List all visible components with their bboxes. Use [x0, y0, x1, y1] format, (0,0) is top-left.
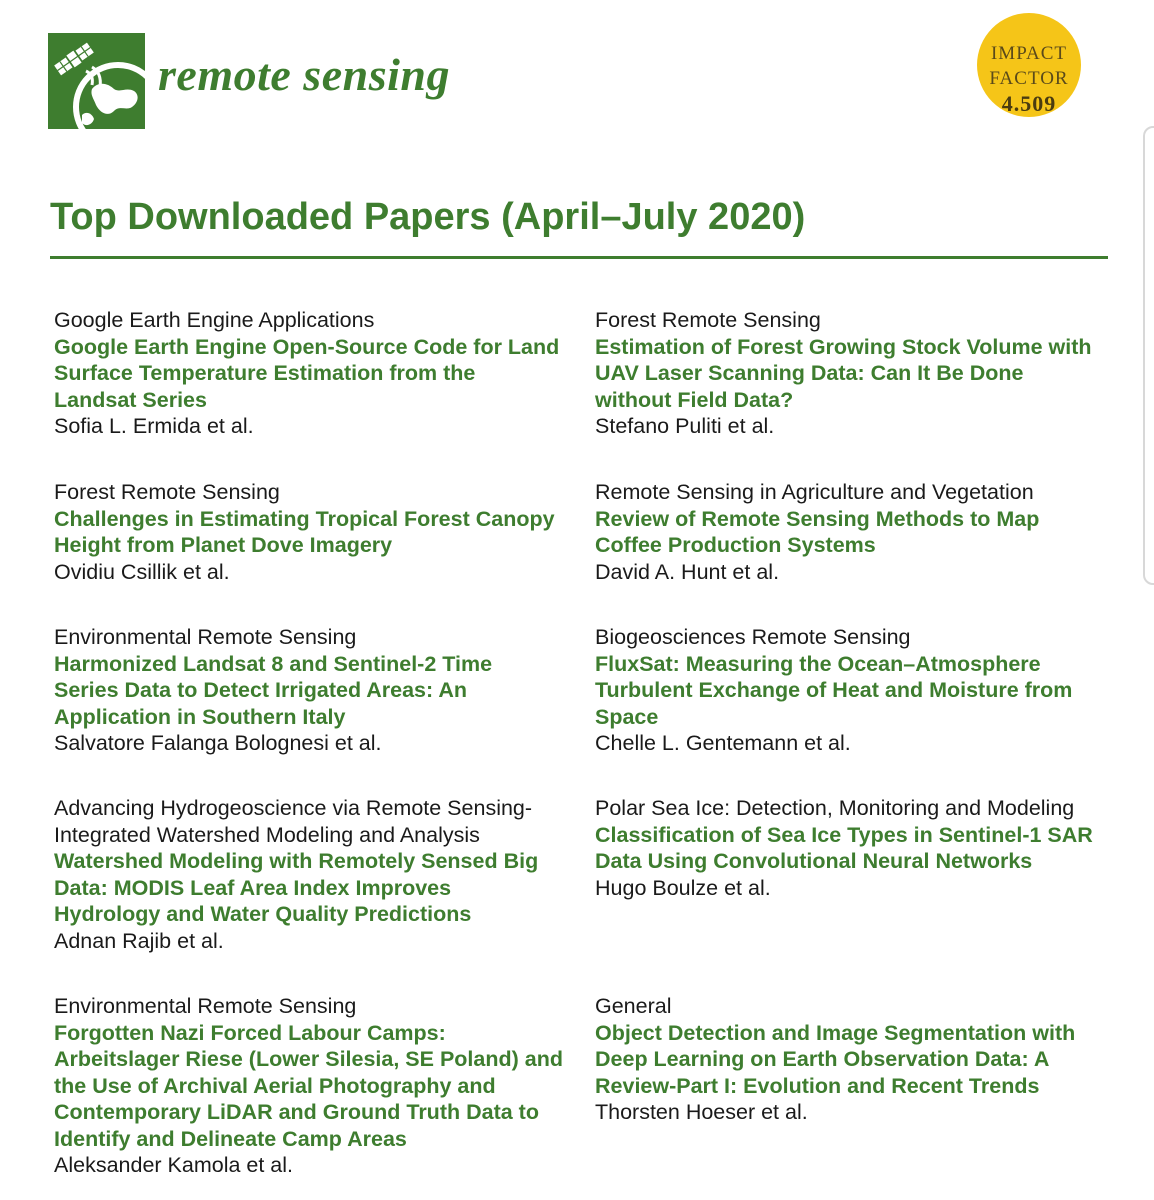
paper-title-line: the Use of Archival Aerial Photography and	[54, 1073, 496, 1098]
title-divider	[50, 256, 1108, 259]
paper-section: Environmental Remote Sensing	[54, 625, 357, 649]
paper-entry	[595, 307, 1115, 440]
paper-authors: Thorsten Hoeser et al.	[595, 1100, 808, 1124]
impact-factor-badge	[977, 13, 1081, 117]
paper-section-line: Integrated Watershed Modeling and Analysis	[54, 822, 480, 847]
paper-entry	[595, 795, 1115, 901]
page-title: Top Downloaded Papers (April–July 2020)	[50, 196, 806, 238]
paper-title-line: FluxSat: Measuring the Ocean–Atmosphere	[595, 651, 1041, 676]
paper-section: Forest Remote Sensing	[595, 308, 821, 332]
paper-title-line: Watershed Modeling with Remotely Sensed Big	[54, 849, 539, 873]
paper-title-line: Review of Remote Sensing Methods to Map	[595, 506, 1040, 531]
paper-title-link[interactable]	[54, 651, 574, 731]
paper-authors: David A. Hunt et al.	[595, 559, 780, 584]
paper-title-line: Data Using Convolutional Neural Networks	[595, 849, 1033, 873]
paper-title-link[interactable]	[54, 848, 574, 928]
paper-section: Environmental Remote Sensing	[54, 994, 357, 1018]
paper-title-line: Data: MODIS Leaf Area Index Improves	[54, 875, 452, 900]
paper-title-line: Coffee Production Systems	[595, 533, 876, 557]
paper-title-line: Turbulent Exchange of Heat and Moisture from	[595, 678, 1073, 702]
impact-factor-value: 4.509	[1001, 91, 1057, 116]
paper-title-link[interactable]	[54, 1020, 574, 1153]
paper-title-link[interactable]	[595, 651, 1115, 731]
scroll-handle[interactable]	[1143, 126, 1154, 585]
paper-authors: Chelle L. Gentemann et al.	[595, 731, 851, 755]
paper-title-link[interactable]	[595, 334, 1115, 414]
paper-title-line: Identify and Delineate Camp Areas	[54, 1126, 407, 1151]
paper-title-line: Landsat Series	[54, 387, 207, 412]
paper-section: Polar Sea Ice: Detection, Monitoring and Modeling	[595, 796, 1075, 820]
paper-title-line: Space	[595, 704, 659, 729]
paper-title-line: Google Earth Engine Open-Source Code for Land	[54, 334, 560, 359]
paper-title-line: Estimation of Forest Growing Stock Volume with	[595, 334, 1092, 359]
paper-title-line: UAV Laser Scanning Data: Can It Be Done	[595, 361, 1024, 385]
paper-title-line: Surface Temperature Estimation from the	[54, 361, 476, 385]
paper-section-line: Advancing Hydrogeoscience via Remote Sensing-	[54, 796, 533, 820]
paper-title-line: Classification of Sea Ice Types in Sentinel-1 SAR	[595, 822, 1093, 847]
paper-section: General	[595, 994, 672, 1018]
journal-name: remote sensing	[158, 49, 450, 100]
paper-authors: Stefano Puliti et al.	[595, 414, 775, 438]
paper-entry	[54, 993, 574, 1179]
paper-title-line: Arbeitslager Riese (Lower Silesia, SE Poland) and	[54, 1047, 563, 1071]
paper-title-line: Challenges in Estimating Tropical Forest Canopy	[54, 506, 555, 531]
paper-title-link[interactable]	[54, 334, 574, 414]
paper-authors: Ovidiu Csillik et al.	[54, 559, 230, 584]
paper-title-line: Deep Learning on Earth Observation Data: A	[595, 1047, 1050, 1071]
satellite-globe-icon	[48, 33, 145, 129]
paper-entry	[54, 479, 574, 585]
paper-title-line: Hydrology and Water Quality Predictions	[54, 902, 472, 926]
paper-entry	[595, 624, 1115, 757]
paper-title-link[interactable]	[595, 822, 1115, 875]
paper-title-line: Application in Southern Italy	[54, 704, 346, 729]
paper-entry	[595, 479, 1115, 585]
paper-authors: Aleksander Kamola et al.	[54, 1153, 294, 1177]
paper-entry	[595, 993, 1115, 1126]
paper-authors: Hugo Boulze et al.	[595, 875, 771, 900]
paper-title-link[interactable]	[54, 506, 574, 559]
journal-logo	[48, 33, 145, 129]
paper-title-line: Height from Planet Dove Imagery	[54, 533, 393, 557]
paper-title-line: Contemporary LiDAR and Ground Truth Data to	[54, 1100, 539, 1124]
paper-section: Google Earth Engine Applications	[54, 308, 375, 332]
paper-title-line: Harmonized Landsat 8 and Sentinel-2 Time	[54, 651, 493, 676]
paper-entry	[54, 795, 574, 954]
paper-title-line: Object Detection and Image Segmentation with	[595, 1020, 1076, 1045]
paper-section: Forest Remote Sensing	[54, 480, 280, 504]
paper-entry	[54, 624, 574, 757]
paper-section: Biogeosciences Remote Sensing	[595, 625, 911, 649]
paper-authors: Sofia L. Ermida et al.	[54, 414, 254, 438]
impact-label-line1: IMPACT	[990, 43, 1068, 64]
paper-title-line: Forgotten Nazi Forced Labour Camps:	[54, 1020, 446, 1045]
paper-title-line: Review-Part I: Evolution and Recent Trends	[595, 1073, 1040, 1098]
paper-authors: Adnan Rajib et al.	[54, 928, 224, 953]
paper-section: Remote Sensing in Agriculture and Vegetation	[595, 480, 1034, 504]
impact-label-line2: FACTOR	[989, 68, 1069, 89]
paper-title-line: Series Data to Detect Irrigated Areas: An	[54, 678, 468, 702]
paper-authors: Salvatore Falanga Bolognesi et al.	[54, 731, 382, 755]
paper-title-line: without Field Data?	[595, 387, 794, 412]
paper-title-link[interactable]	[595, 1020, 1115, 1100]
paper-entry	[54, 307, 574, 440]
paper-title-link[interactable]	[595, 506, 1115, 559]
